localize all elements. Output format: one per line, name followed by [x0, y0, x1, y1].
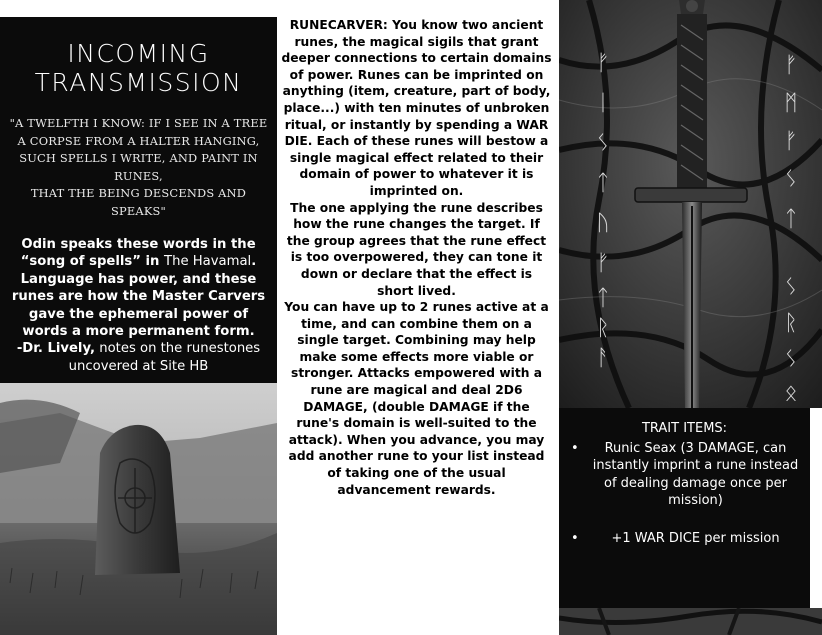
rune-glyph: ᚢ — [596, 211, 610, 236]
trait-item — [567, 440, 802, 510]
description-paragraph: RUNECARVER: You know two ancient runes, the magical sigils that grant deeper connections to certain domains of power. Runes can be imprinted on anything (item, creature, part of body, place...) with ten minutes of unbroken ritual, or instantly by spending a WAR DIE. Each of these runes will bestow a single magical effect related to their domain of power to whatever it is imprinted on. — [281, 18, 552, 198]
runecarver-description — [281, 17, 552, 498]
trait-list — [567, 440, 802, 548]
havamal-quote — [8, 115, 269, 220]
rune-glyph: ᚠ — [784, 129, 798, 154]
rune-glyph: ᚠ — [596, 51, 610, 76]
trait-item-text: Runic Seax (3 DAMAGE, can instantly imprint a rune instead of dealing damage once per mission) — [592, 440, 799, 508]
quote-line: A CORPSE FROM A HALTER HANGING, — [17, 133, 260, 148]
signature-name: -Dr. Lively, — [16, 341, 96, 357]
rune-glyph: ᚱ — [596, 316, 610, 341]
rune-glyph: ᚱ — [784, 311, 798, 336]
rune-glyph: ᛟ — [784, 381, 798, 406]
runestone-image — [0, 383, 277, 635]
quote-line: "A TWELFTH I KNOW: IF I SEE IN A TREE — [9, 116, 268, 130]
panel-title-line1: INCOMING — [67, 39, 210, 68]
body-part2: . Language has power, and these runes are how the Master Carvers gave the ephemeral power of words a more permanent form. — [11, 254, 266, 340]
quote-line: SUCH SPELLS I WRITE, AND PAINT IN RUNES, — [19, 151, 258, 183]
rune-glyph: ᛗ — [784, 91, 798, 116]
rune-glyph: ᛊ — [596, 131, 610, 156]
trait-heading: TRAIT ITEMS: — [641, 421, 728, 436]
rune-sword-image — [559, 0, 822, 408]
trait-item-text: +1 WAR DICE per mission — [611, 530, 780, 546]
description-paragraph: The one applying the rune describes how the rune changes the target. If the group agrees that the rune effect is too overpowered, they can tone it down or declare that the effect is short lived. — [286, 200, 547, 298]
rune-glyph: ᛏ — [596, 171, 610, 196]
bullet-icon: • — [571, 530, 579, 546]
body-italic-title: The Havamal — [164, 254, 252, 270]
rune-glyph: ᚠ — [784, 53, 798, 78]
stone-texture-image — [559, 608, 822, 635]
trait-item — [567, 530, 802, 548]
description-paragraph: You can have up to 2 runes active at a time, and can combine them on a single target. Combining may help make some effects more viable or stronger. Attacks empowered with a rune are magical and deal 2D6 DAMAGE, (double DAMAGE if the rune's domain is well-suited to the attack). When you advance, you may add another rune to your list instead of taking one of the usual advancement rewards. — [284, 300, 549, 497]
panel-body-text — [8, 236, 269, 375]
signature-rest: notes on the runestones uncovered at Site HB — [68, 341, 261, 374]
rune-glyph: ᛊ — [784, 275, 798, 300]
rune-glyph: ᛏ — [784, 207, 798, 232]
rune-glyph: ᛁ — [596, 91, 610, 116]
sword-photo — [559, 0, 822, 408]
stone-texture-strip — [559, 608, 822, 635]
rune-glyph: ᚨ — [596, 346, 610, 371]
rune-glyph: ᛏ — [596, 286, 610, 311]
panel-title-line2: TRANSMISSION — [34, 68, 243, 97]
runestone-photo — [0, 383, 277, 635]
rune-glyph: ᛊ — [784, 347, 798, 372]
rune-glyph: ᛊ — [784, 167, 798, 192]
transmission-panel — [0, 17, 277, 383]
rune-glyph: ᚠ — [596, 251, 610, 276]
body-part1: Odin speaks these words in the “song of spells” in — [20, 237, 256, 270]
trait-items-box — [559, 408, 810, 608]
bullet-icon: • — [571, 440, 579, 456]
quote-line: THAT THE BEING DESCENDS AND SPEAKS" — [30, 186, 247, 218]
